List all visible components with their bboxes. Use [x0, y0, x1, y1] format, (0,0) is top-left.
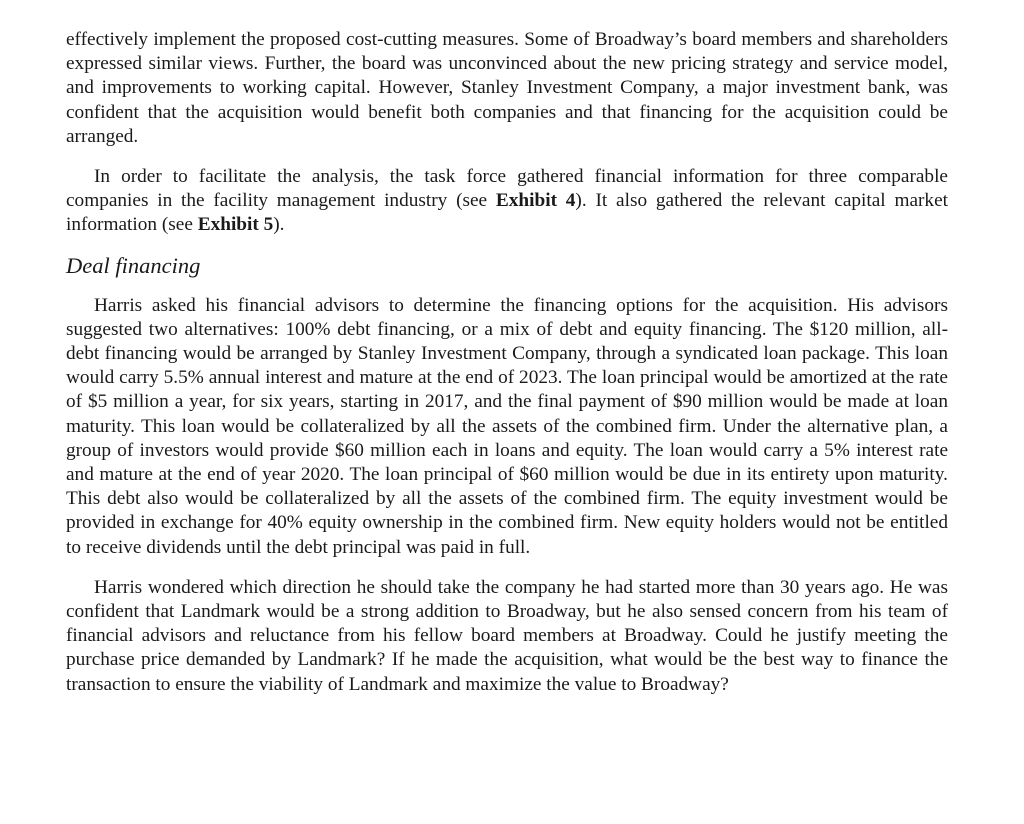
exhibit-4-reference: Exhibit 4 [495, 190, 576, 212]
section-heading: Deal financing [66, 252, 201, 278]
paragraph-analysis-text-3: ). [273, 214, 285, 236]
document-page [66, 28, 948, 697]
paragraph-analysis [66, 165, 948, 238]
paragraph-analysis-text-1: In order to facilitate the analysis, the task force gathered financial information for three comparable companies in the facility management industry (see [66, 166, 948, 212]
paragraph-gap [66, 149, 948, 165]
exhibit-5-reference: Exhibit 5 [197, 214, 274, 236]
paragraph-financing: Harris asked his financial advisors to determine the financing options for the acquisition. His advisors suggested two alternatives: 100% debt financing, or a mix of debt and equity financing. The $120 million, all-debt financing would be arranged by Stanley Investment Company, through a syndicated loan package. This loan would carry 5.5% annual interest and mature at the end of 2023. The loan principal would be amortized at the rate of $5 million a year, for six years, starting in 2017, and the final payment of $90 million would be made at loan maturity. This loan would be collateralized by all the assets of the combined firm. Under the alternative plan, a group of investors would provide $60 million each in loans and equity. The loan would carry a 5% interest rate and mature at the end of year 2020. The loan principal of $60 million would be due in its entirety upon maturity. This debt also would be collateralized by all the assets of the combined firm. The equity investment would be provided in exchange for 40% equity ownership in the combined firm. New equity holders would not be entitled to receive dividends until the debt principal was paid in full. [66, 294, 948, 558]
paragraph-gap [66, 560, 948, 576]
paragraph-analysis-text-2: ). It also gathered the relevant capital market information (see [66, 190, 948, 236]
paragraph-conclusion: Harris wondered which direction he should take the company he had started more than 30 years ago. He was confident that Landmark would be a strong addition to Broadway, but he also sensed concern from his team of financial advisors and reluctance from his fellow board members at Broadway. Could he justify meeting the purchase price demanded by Landmark? If he made the acquisition, what would be the best way to finance the transaction to ensure the viability of Landmark and maximize the value to Broadway? [66, 576, 948, 695]
paragraph-continuation: effectively implement the proposed cost-cutting measures. Some of Broadway’s board members and shareholders expressed similar views. Further, the board was unconvinced about the new pricing strategy and service model, and improvements to working capital. However, Stanley Investment Company, a major investment bank, was confident that the acquisition would benefit both companies and that financing for the acquisition could be arranged. [66, 29, 948, 147]
